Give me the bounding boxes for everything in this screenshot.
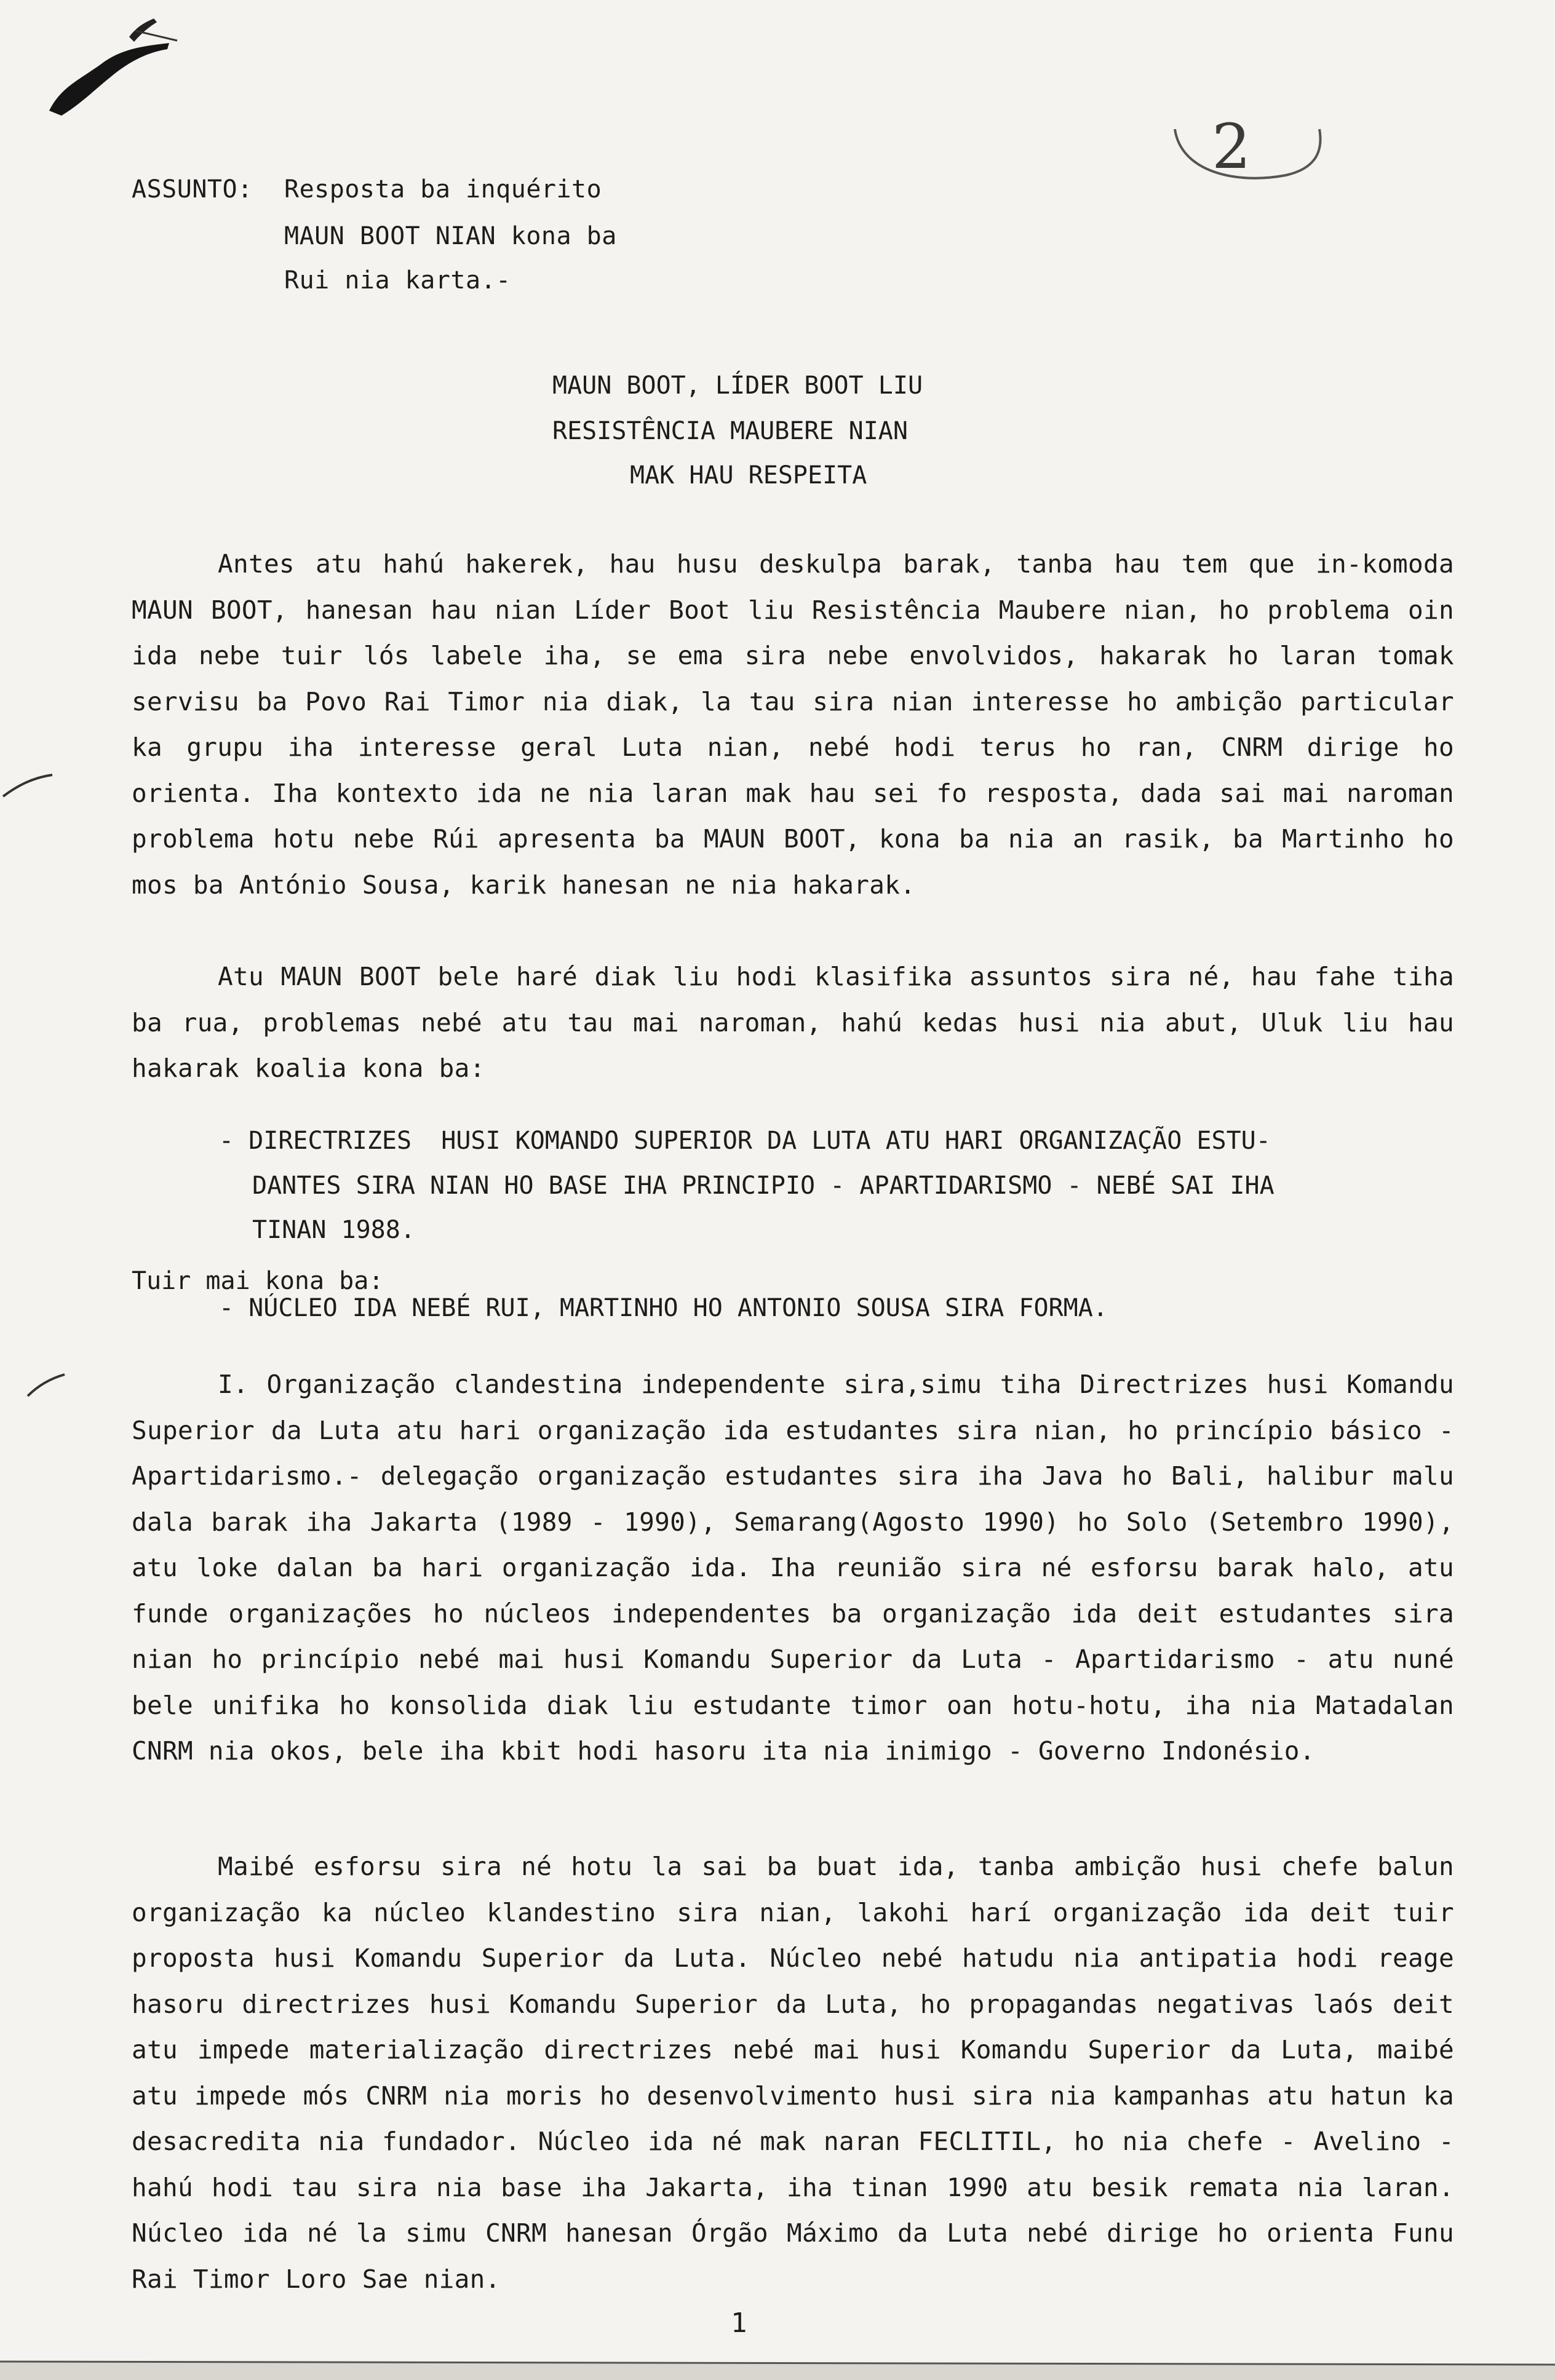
intro-paragraph: Antes atu hahú hakerek, hau husu deskulpa barak, tanba hau tem que in-komoda MAUN BOOT, hanesan hau nian Líder Boot liu Resistência Maubere nian, ho problema oin ida nebe tuir lós labele iha, se ema sira nebe envolvidos, hakarak ho laran tomak servisu ba Povo Rai Timor nia diak, la tau sira nian interesse ho ambição particular ka grupu iha interesse geral Luta nian, nebé hodi terus ho ran, CNRM dirige ho orienta. Iha kontexto ida ne nia laran mak hau sei fo resposta, dada sai mai naroman problema hotu nebe Rúi apresenta ba MAUN BOOT, kona ba nia an rasik, ba Martinho ho mos ba António Sousa, karik hanesan ne nia hakarak.	[132, 549, 1454, 900]
page-number: 1	[731, 2307, 747, 2339]
salutation-line-2: RESISTÊNCIA MAUBERE NIAN	[552, 417, 908, 445]
topic-1-line-3: TINAN 1988.	[252, 1216, 415, 1244]
assunto-line-1: Resposta ba inquérito	[284, 175, 602, 204]
section-1-continuation: Maibé esforsu sira né hotu la sai ba buat ida, tanba ambição husi chefe balun organização ka núcleo klandestino sira nian, lakohi harí organização ida deit tuir proposta husi Komandu Superior da Luta. Núcleo nebé hatudu nia antipatia hodi reage hasoru directrizes husi Komandu Superior da Luta, ho propagandas negativas laós deit atu impede materialização directrizes nebé mai husi Komandu Superior da Luta, maibé atu impede mós CNRM nia moris ho desenvolvimento husi sira nia kampanhas atu hatun ka desacredita nia fundador. Núcleo ida né mak naran FECLITIL, ho nia chefe - Avelino - hahú hodi tau sira nia base iha Jakarta, iha tinan 1990 atu besik remata nia laran. Núcleo ida né la simu CNRM hanesan Órgão Máximo da Luta nebé dirige ho orienta Funu Rai Timor Loro Sae nian.	[132, 1852, 1454, 2294]
page-mark-number: 2	[1212, 111, 1251, 183]
margin-mark-icon	[0, 769, 55, 806]
topic-1-line-2: DANTES SIRA NIAN HO BASE IHA PRINCIPIO - APARTIDARISMO - NEBÉ SAI IHA	[252, 1172, 1275, 1200]
salutation-line-3: MAK HAU RESPEITA	[630, 461, 867, 490]
assunto-label: ASSUNTO:	[132, 175, 253, 204]
topic-1-line-1: - DIRECTRIZES HUSI KOMANDO SUPERIOR DA LUTA ATU HARI ORGANIZAÇÃO ESTU-	[219, 1127, 1271, 1155]
tuir-mai-label: Tuir mai kona ba:	[132, 1267, 384, 1295]
classification-paragraph: Atu MAUN BOOT bele haré diak liu hodi klasifika assuntos sira né, hau fahe tiha ba rua, problemas nebé atu tau mai naroman, hahú kedas husi nia abut, Uluk liu hau hakarak koalia kona ba:	[132, 962, 1454, 1083]
topic-2: - NÚCLEO IDA NEBÉ RUI, MARTINHO HO ANTONIO SOUSA SIRA FORMA.	[219, 1294, 1108, 1322]
ink-blot-icon	[37, 18, 178, 117]
page-mark	[1163, 105, 1329, 191]
assunto-line-3: Rui nia karta.-	[284, 266, 511, 295]
page-edge-icon	[0, 2358, 1555, 2380]
margin-mark-icon	[25, 1371, 68, 1402]
assunto-line-2: MAUN BOOT NIAN kona ba	[284, 222, 617, 250]
salutation-line-1: MAUN BOOT, LÍDER BOOT LIU	[552, 371, 923, 400]
section-1-paragraph: I. Organização clandestina independente sira,simu tiha Directrizes husi Komandu Superior da Luta atu hari organização ida estudantes sira nian, ho princípio básico - Apartidarismo.- delegação organização estudantes sira iha Java ho Bali, halibur malu dala barak iha Jakarta (1989 - 1990), Semarang(Agosto 1990) ho Solo (Setembro 1990), atu loke dalan ba hari organização ida. Iha reunião sira né esforsu barak halo, atu funde organizações ho núcleos independentes ba organização ida deit estudantes sira nian ho princípio nebé mai husi Komandu Superior da Luta - Apartidarismo - atu nuné bele unifika ho konsolida diak liu estudante timor oan hotu-hotu, iha nia Matadalan CNRM nia okos, bele iha kbit hodi hasoru ita nia inimigo - Governo Indonésio.	[132, 1370, 1454, 1766]
